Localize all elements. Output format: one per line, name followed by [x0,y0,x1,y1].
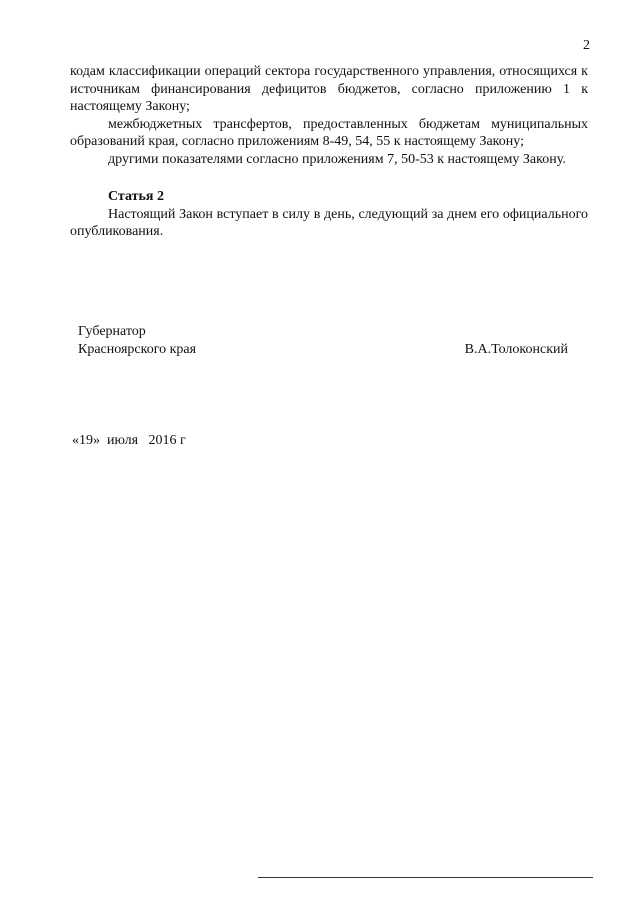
page-number: 2 [583,38,590,53]
paragraph-other-indicators: другими показателями согласно приложениям 7, 50-53 к настоящему Закону. [108,151,566,167]
footer-divider [258,877,593,878]
article-heading: Статья 2 [108,189,164,204]
signing-date: «19» июля 2016 г [72,433,186,448]
signatory-region: Красноярского края [78,342,197,357]
signature-block [78,323,568,359]
paragraph-interbudget-transfers: межбюджетных трансфертов, предоставленных бюджетам муниципальных образований края, согласно приложениям 8-49, 54, 55 к настоящему Закону; [70,116,588,149]
signatory-name: В.А.Толоконский [464,342,568,357]
document-body [70,63,588,241]
article-2 [70,188,588,241]
signatory-position: Губернатор [78,324,146,339]
article-text: Настоящий Закон вступает в силу в день, следующий за днем его официального опубликования. [70,206,588,239]
paragraph-classification-codes: кодам классификации операций сектора государственного управления, относящихся к источникам финансирования дефицитов бюджетов, согласно приложению 1 к настоящему Закону; [70,64,588,114]
